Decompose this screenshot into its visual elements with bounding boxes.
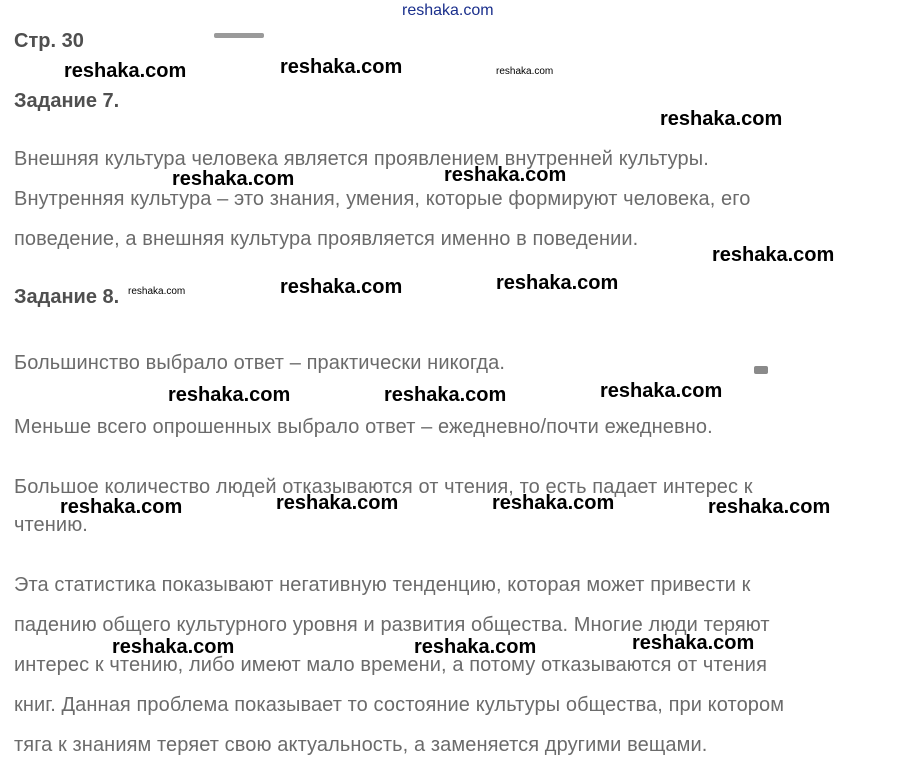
task8-paragraph-line: Большое количество людей отказываются от чтения, то есть падает интерес к (14, 476, 753, 498)
watermark: reshaka.com (600, 380, 723, 402)
watermark: reshaka.com (708, 496, 831, 518)
cropped-text-fragment (754, 366, 768, 374)
watermark: reshaka.com (632, 632, 755, 654)
watermark-top: reshaka.com (402, 2, 494, 19)
task8-paragraph: Большинство выбрало ответ – практически никогда. (14, 352, 506, 374)
task8-paragraph-line: интерес к чтению, либо имеют мало времени, а потому отказываются от чтения (14, 654, 768, 676)
watermark-small: reshaka.com (128, 286, 186, 297)
cropped-text-fragment (214, 33, 264, 38)
task8-paragraph-line: падению общего культурного уровня и развития общества. Многие люди теряют (14, 614, 770, 636)
page-number: Стр. 30 (14, 30, 84, 52)
watermark: reshaka.com (444, 164, 567, 186)
watermark: reshaka.com (492, 492, 615, 514)
watermark: reshaka.com (280, 276, 403, 298)
watermark: reshaka.com (60, 496, 183, 518)
watermark: reshaka.com (712, 244, 835, 266)
task8-heading: Задание 8. (14, 286, 120, 308)
watermark: reshaka.com (276, 492, 399, 514)
task7-heading: Задание 7. (14, 90, 120, 112)
task7-line: поведение, а внешняя культура проявляется именно в поведении. (14, 228, 639, 250)
watermark-small: reshaka.com (496, 66, 554, 77)
task7-line: Внешняя культура человека является проявлением внутренней культуры. (14, 148, 709, 170)
watermark: reshaka.com (660, 108, 783, 130)
watermark: reshaka.com (64, 60, 187, 82)
watermark: reshaka.com (384, 384, 507, 406)
task8-paragraph-line: тяга к знаниям теряет свою актуальность, а заменяется другими вещами. (14, 734, 708, 756)
task8-paragraph-line: книг. Данная проблема показывает то состояние культуры общества, при котором (14, 694, 785, 716)
watermark: reshaka.com (414, 636, 537, 658)
task8-paragraph-line: Эта статистика показывают негативную тенденцию, которая может привести к (14, 574, 751, 596)
watermark: reshaka.com (112, 636, 235, 658)
watermark: reshaka.com (280, 56, 403, 78)
watermark: reshaka.com (496, 272, 619, 294)
watermark: reshaka.com (172, 168, 295, 190)
watermark: reshaka.com (168, 384, 291, 406)
task7-line: Внутренняя культура – это знания, умения, которые формируют человека, его (14, 188, 751, 210)
task8-paragraph-line: чтению. (14, 514, 88, 536)
task8-paragraph: Меньше всего опрошенных выбрало ответ – ежедневно/почти ежедневно. (14, 416, 713, 438)
